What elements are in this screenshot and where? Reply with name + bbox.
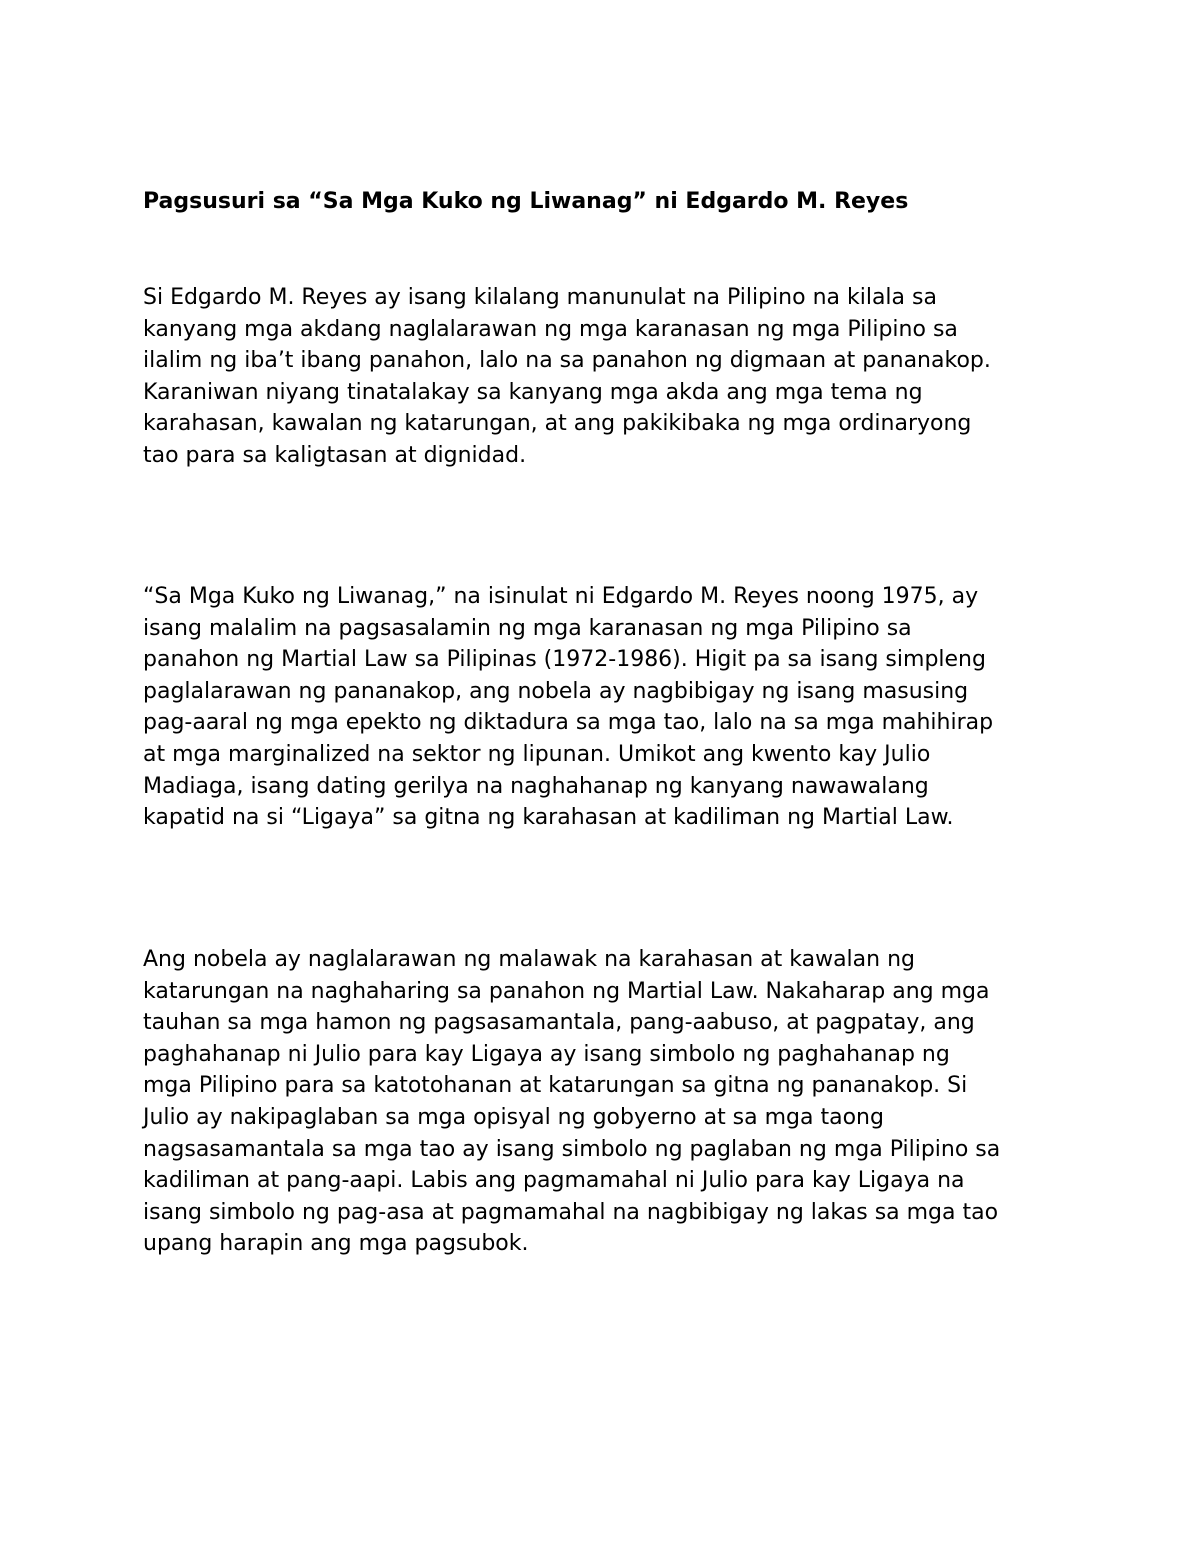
text-line: “Sa Mga Kuko ng Liwanag,” na isinulat ni Edgardo M. Reyes noong 1975, ay [143,584,979,609]
text-line: isang malalim na pagsasalamin ng mga karanasan ng mga Pilipino sa [143,615,912,641]
text-line: panahon ng Martial Law sa Pilipinas (1972-1986). Higit pa sa isang simpleng [143,647,986,673]
paragraph-author-intro [143,282,991,472]
text-line: tauhan sa mga hamon ng pagsasamantala, pang-aabuso, at pagpatay, ang [143,1010,975,1036]
text-line: Karaniwan niyang tinatalakay sa kanyang mga akda ang mga tema ng [143,379,923,405]
text-line: kadiliman at pang-aapi. Labis ang pagmamahal ni Julio para kay Ligaya na [143,1168,965,1194]
text-line: kapatid na si “Ligaya” sa gitna ng karahasan at kadiliman ng Martial Law. [143,805,954,831]
text-line: Si Edgardo M. Reyes ay isang kilalang manunulat na Pilipino na kilala sa [143,285,937,310]
text-line: at mga marginalized na sektor ng lipunan. Umikot ang kwento kay Julio [143,741,931,767]
text-line: tao para sa kaligtasan at dignidad. [143,442,527,468]
text-line: upang harapin ang mga pagsubok. [143,1231,529,1257]
document-title: Pagsusuri sa “Sa Mga Kuko ng Liwanag” ni Edgardo M. Reyes [143,189,909,214]
text-line: isang simbolo ng pag-asa at pagmamahal na nagbibigay ng lakas sa mga tao [143,1199,999,1225]
text-line: nagsasamantala sa mga tao ay isang simbolo ng paglaban ng mga Pilipino sa [143,1136,1001,1162]
text-line: paghahanap ni Julio para kay Ligaya ay isang simbolo ng paghahanap ng [143,1041,950,1067]
text-line: paglalarawan ng pananakop, ang nobela ay nagbibigay ng isang masusing [143,678,969,704]
text-line: karahasan, kawalan ng katarungan, at ang pakikibaka ng mga ordinaryong [143,411,972,437]
paragraph-novel-overview [143,581,993,834]
paragraph-themes [143,944,1000,1260]
text-line: Julio ay nakipaglaban sa mga opisyal ng gobyerno at sa mga taong [143,1104,884,1130]
document-body [143,186,1083,1257]
text-line: mga Pilipino para sa katotohanan at katarungan sa gitna ng pananakop. Si [143,1073,968,1099]
text-line: kanyang mga akdang naglalarawan ng mga karanasan ng mga Pilipino sa [143,316,958,342]
text-line: ilalim ng iba’t ibang panahon, lalo na sa panahon ng digmaan at pananakop. [143,348,991,374]
text-line: pag-aaral ng mga epekto ng diktadura sa mga tao, lalo na sa mga mahihirap [143,710,994,736]
text-line: katarungan na naghaharing sa panahon ng Martial Law. Nakaharap ang mga [143,978,990,1004]
text-line: Madiaga, isang dating gerilya na naghahanap ng kanyang nawawalang [143,773,929,799]
text-line: Ang nobela ay naglalarawan ng malawak na karahasan at kawalan ng [143,947,915,972]
